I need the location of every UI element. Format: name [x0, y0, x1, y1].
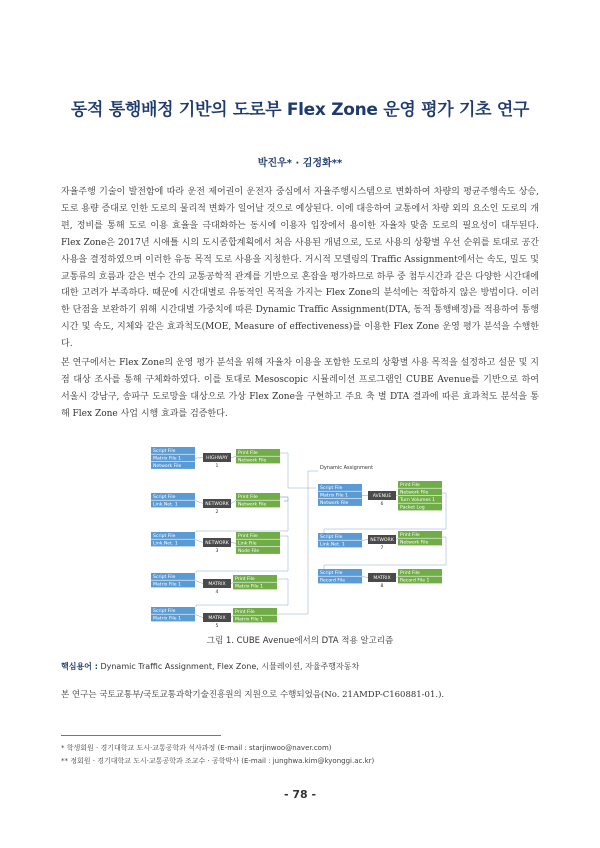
- output-file-label: Print File: [400, 483, 420, 488]
- output-file-label: Matrix File 1: [235, 617, 263, 623]
- input-file-label: Script File: [153, 495, 176, 500]
- input-file-label: Link.Net. 1: [320, 542, 345, 548]
- output-file-label: Print File: [238, 495, 258, 500]
- output-file-label: Network File: [238, 502, 267, 508]
- input-file-label: Matrix File 1: [153, 582, 181, 588]
- input-file-label: Script File: [320, 486, 343, 491]
- module-label: MATRIX: [208, 582, 226, 588]
- footnote-1: * 학생회원 · 경기대학교 도시·교통공학과 석사과정 (E-mail : starjinwoo@naver.com): [61, 744, 332, 752]
- module-number: 8: [380, 584, 384, 589]
- footnote-divider: [61, 735, 221, 736]
- paper-title: 동적 통행배정 기반의 도로부 Flex Zone 운영 평가 기초 연구: [70, 100, 530, 120]
- output-file-label: Print File: [235, 577, 255, 582]
- output-connector: [231, 501, 236, 504]
- keywords: [61, 661, 359, 672]
- module-label: MATRIX: [373, 576, 391, 582]
- output-file-label: Print File: [238, 451, 258, 456]
- module-label: NETWORK: [205, 541, 229, 547]
- input-file-label: Script File: [153, 449, 176, 454]
- output-connector: [396, 577, 398, 578]
- module-number: 1: [215, 464, 219, 469]
- flow-connector: [280, 497, 288, 501]
- module-label: HIGHWAY: [206, 456, 228, 462]
- module-number: 3: [215, 549, 219, 554]
- input-file-label: Record File: [320, 578, 346, 584]
- output-file-label: Matrix File 1: [235, 584, 263, 590]
- keywords-label: 핵심용어 :: [61, 662, 98, 671]
- footnote-2: ** 정회원 · 경기대학교 도시·교통공학과 조교수 · 공학박사 (E-mail : junghwa.kim@kyonggi.ac.kr): [61, 757, 375, 765]
- funding-note: 본 연구는 국토교통부/국토교통과학기술진흥원의 지원으로 수행되었음(No. 21AMDP-C160881-01.).: [61, 690, 445, 700]
- module-number: 2: [215, 510, 219, 515]
- dta-algorithm-diagram: [148, 443, 448, 628]
- output-file-label: Record File 1: [400, 578, 430, 584]
- output-file-label: Link File: [238, 541, 257, 547]
- input-file-label: Script File: [320, 535, 343, 540]
- flow-connector: [277, 471, 318, 614]
- input-connector: [362, 540, 368, 541]
- input-file-label: Matrix File 1: [153, 456, 181, 462]
- authors: 박진우* · 김정화**: [257, 158, 343, 169]
- flow-connector: [280, 453, 316, 488]
- output-file-label: Network File: [238, 458, 267, 464]
- input-connector: [362, 577, 368, 578]
- output-connector: [231, 457, 236, 458]
- input-file-label: Network File: [320, 501, 349, 506]
- output-file-label: Turn Volumes 1: [400, 498, 436, 503]
- module-number: 6: [380, 502, 384, 507]
- input-file-label: Matrix File 1: [320, 493, 348, 499]
- output-file-label: Network File: [400, 540, 429, 546]
- module-number: 4: [215, 590, 219, 595]
- page-number: - 78 -: [283, 788, 317, 801]
- input-file-label: Matrix File 1: [153, 616, 181, 622]
- module-label: NETWORK: [370, 538, 394, 544]
- output-connector: [231, 543, 236, 544]
- input-file-label: Script File: [153, 575, 176, 580]
- input-file-label: Link.Net. 1: [153, 541, 178, 547]
- output-connector: [396, 496, 398, 497]
- input-file-label: Link.Net. 1: [153, 502, 178, 508]
- input-file-label: Network File: [153, 464, 182, 469]
- output-connector: [231, 583, 233, 584]
- module-label: NETWORK: [205, 502, 229, 508]
- output-file-label: Print File: [400, 571, 420, 576]
- module-number: 7: [380, 546, 384, 551]
- input-connector: [195, 501, 203, 504]
- output-file-label: Network File: [400, 490, 429, 496]
- input-file-label: Script File: [153, 609, 176, 614]
- output-connector: [396, 539, 398, 540]
- input-connector: [195, 581, 203, 584]
- output-connector: [231, 616, 233, 618]
- input-connector: [195, 615, 203, 618]
- figure-caption: 그림 1. CUBE Avenue에서의 DTA 적용 알고리즘: [206, 636, 394, 646]
- input-file-label: Script File: [153, 534, 176, 539]
- output-file-label: Print File: [238, 534, 258, 539]
- input-connector: [195, 540, 203, 543]
- module-number: 5: [215, 624, 219, 628]
- output-file-label: Packet Log: [400, 505, 425, 511]
- module-label: AVENUE: [372, 494, 392, 500]
- output-file-label: Print File: [400, 533, 420, 538]
- input-connector: [195, 458, 203, 459]
- paragraph-2: 본 연구에서는 Flex Zone의 운영 평가 분석을 위해 자율차 이용을 포함한 도로의 상황별 사용 목적을 설정하고 설문 및 지점 대상 조사를 통해 구체화하였다. 이를 토대로 Mesoscopic 시뮬레이션 프로그램인 CUBE Avenue를 기반으로 하여 서울시 강남구, 송파구 도로망을 대상으로 가상 Flex Zone을 구현하고 주요 축 별 DTA 결과에 따른 효과척도 분석을 통해 Flex Zone 사업 시행 효과를 검증한다.: [61, 358, 539, 419]
- module-label: MATRIX: [208, 616, 226, 622]
- paragraph-1: 자율주행 기술이 발전함에 따라 운전 제어권이 운전자 중심에서 자율주행시스템으로 변화하여 차량의 평균주행속도 상승, 도로 용량 증대로 인한 도로의 물리적 변화가 일어날 것으로 예상된다. 이에 대응하여 교통에서 차량 외의 요소인 도로의 개편, 정비를 통해 도로 이용 효율을 극대화하는 동시에 이용자 입장에서 용이한 자율차 맞춤 도로의 필요성이 대두된다. Flex Zone은 2017년 시애틀 시의 도시종합계획에서 처음 사용된 개념으로, 도로 사용의 상황별 우선 순위를 토대로 공간 사용을 결정하였으며 이러한 유동 목적 도로 사용을 지칭한다. 거시적 모델링의 Traffic Assignment에서는 속도, 밀도 및 교통류의 흐름과 같은 변수 간의 교통공학적 관계를 기반으로 혼잡을 평가하므로 하루 중 첨두시간과 같은 다양한 시간대에 대한 고려가 부족하다. 때문에 시간대별로 유동적인 목적을 가지는 Flex Zone의 분석에는 적합하지 않은 방법이다. 이러한 단점을 보완하기 위해 시간대별 가중치에 따른 Dynamic Traffic Assignment(DTA, 동적 통행배정)를 적용하여 통행 시간 및 속도, 지체와 같은 효과척도(MOE, Measure of effectiveness)를 이용한 Flex Zone 운영 평가 분석을 수행한다.: [61, 187, 539, 350]
- output-file-label: Print File: [235, 610, 255, 615]
- keywords-text: Dynamic Traffic Assignment, Flex Zone, 시뮬레이션, 자율주행자동차: [100, 662, 360, 671]
- output-file-label: Node File: [238, 549, 260, 554]
- group-label: Dynamic Assignment: [320, 465, 374, 471]
- input-file-label: Script File: [320, 571, 343, 576]
